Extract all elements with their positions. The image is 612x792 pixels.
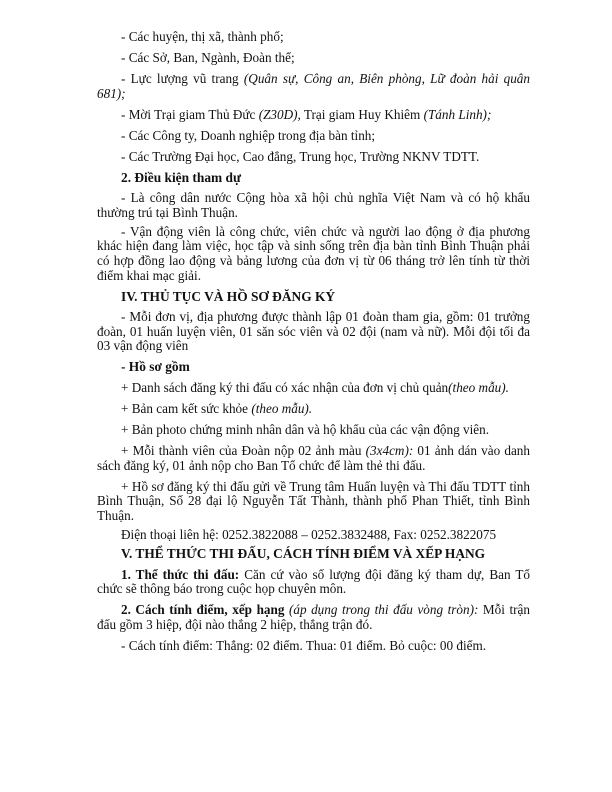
section-2-heading: 2. Điều kiện tham dự bbox=[121, 169, 242, 185]
section-iv-heading: IV. THỦ TỤC VÀ HỒ SƠ ĐĂNG KÝ bbox=[121, 288, 336, 304]
scoring-text: Mỗi trận đấu gồm 3 hiệp, đội nào thắng 2 hiệp, thắng trận đó. bbox=[97, 602, 530, 632]
document-page bbox=[97, 30, 530, 660]
scoring-note: (áp dụng trong thi đấu vòng tròn): bbox=[284, 602, 479, 618]
list-item-armed-forces bbox=[97, 72, 530, 101]
prison-location: (Tánh Linh); bbox=[423, 106, 492, 122]
contact-phone: Điện thoại liên hệ: 0252.3822088 – 0252.3832488, Fax: 0252.3822075 bbox=[121, 526, 497, 542]
dossier-item bbox=[97, 381, 530, 396]
dossier-item-note: (theo mẫu). bbox=[251, 400, 313, 416]
competition-format bbox=[97, 568, 530, 597]
list-item-schools: - Các Trường Đại học, Cao đẳng, Trung học, Trường NKNV TDTT. bbox=[121, 148, 480, 164]
dossier-item bbox=[97, 402, 530, 417]
dossier-item-text: + Bản photo chứng minh nhân dân và hộ khẩu của các vận động viên. bbox=[121, 421, 489, 437]
points-rules: - Cách tính điểm: Thắng: 02 điểm. Thua: 01 điểm. Bỏ cuộc: 00 điểm. bbox=[121, 637, 487, 653]
armed-forces-detail: (Quân sự, Công an, Biên phòng, Lữ đoàn hải quân 681); bbox=[97, 70, 530, 101]
dossier-heading: - Hồ sơ gồm bbox=[121, 359, 190, 375]
dossier-item-note: (theo mẫu). bbox=[448, 380, 509, 395]
armed-forces-lead: - Lực lượng vũ trang bbox=[121, 70, 244, 86]
prisons-lead: - Mời Trại giam Thủ Đức bbox=[121, 106, 259, 122]
list-item-companies: - Các Công ty, Doanh nghiệp trong địa bàn tỉnh; bbox=[121, 127, 376, 143]
list-item-prisons bbox=[97, 108, 530, 123]
format-label: 1. Thể thức thi đấu: bbox=[121, 566, 240, 582]
scoring-label: 2. Cách tính điểm, xếp hạng bbox=[121, 602, 285, 618]
photo-size: (3x4cm): bbox=[365, 442, 414, 458]
format-text: Căn cứ vào số lượng đội đăng ký tham dự, Ban Tổ chức sẽ thông báo trong cuộc họp chuyên môn. bbox=[97, 566, 530, 597]
dossier-item-text: + Bản cam kết sức khỏe bbox=[121, 400, 252, 416]
dossier-submit-address: + Hồ sơ đăng ký thi đấu gửi về Trung tâm Huấn luyện và Thi đấu TDTT tỉnh Bình Thuận, Số 28 đại lộ Nguyễn Tất Thành, thành phố Phan Thiết, tỉnh Bình Thuận. bbox=[97, 478, 530, 523]
scoring-rules bbox=[97, 603, 530, 632]
section-v-heading: V. THỂ THỨC THI ĐẤU, CÁCH TÍNH ĐIỂM VÀ XẾP HẠNG bbox=[121, 546, 486, 562]
dossier-item-photos bbox=[97, 444, 530, 473]
condition-workers: - Vận động viên là công chức, viên chức và người lao động ở địa phương khác hiện đang làm việc, học tập và sinh sống trên địa bàn tỉnh Bình Thuận phải có hợp đồng lao động và bảng lương của đơn vị từ 06 tháng trở lên tính từ thời điểm khai mạc giải. bbox=[97, 223, 530, 283]
photo-lead: + Mỗi thành viên của Đoàn nộp 02 ảnh màu bbox=[121, 442, 366, 458]
list-item-districts: - Các huyện, thị xã, thành phố; bbox=[121, 29, 284, 44]
prisons-mid: Trại giam Huy Khiêm bbox=[300, 106, 424, 122]
team-composition: - Mỗi đơn vị, địa phương được thành lập 01 đoàn tham gia, gồm: 01 trưởng đoàn, 01 huấn luyện viên, 01 săn sóc viên và 02 đội (nam và nữ). Mỗi đội tối đa 03 vận động viên bbox=[97, 309, 530, 354]
photo-rest: 01 ảnh dán vào danh sách đăng ký, 01 ảnh nộp cho Ban Tổ chức để làm thẻ thi đấu. bbox=[97, 442, 530, 473]
prison-code: (Z30D), bbox=[258, 106, 301, 122]
list-item-departments: - Các Sở, Ban, Ngành, Đoàn thể; bbox=[121, 49, 295, 65]
condition-citizen: - Là công dân nước Cộng hòa xã hội chủ nghĩa Việt Nam và có hộ khẩu thường trú tại Bình Thuận. bbox=[97, 190, 530, 220]
dossier-item-text: + Danh sách đăng ký thi đấu có xác nhận của đơn vị chủ quản bbox=[121, 380, 449, 395]
dossier-item bbox=[97, 423, 530, 438]
